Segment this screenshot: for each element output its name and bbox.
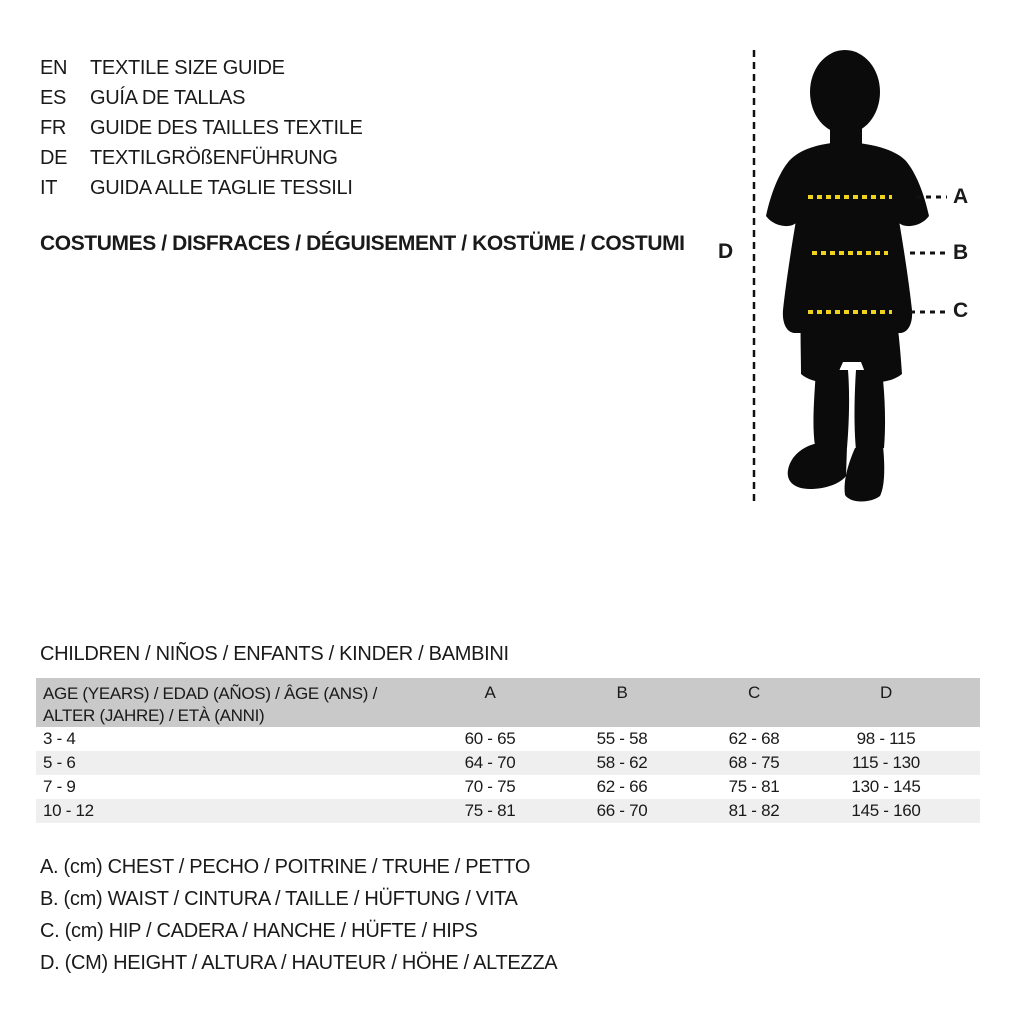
hip-cell: 81 - 82 (728, 801, 780, 820)
silhouette-left-shoe (788, 444, 847, 489)
language-row-fr (40, 113, 363, 143)
legend-height: D. (CM) HEIGHT / ALTURA / HAUTEUR / HÖHE / ALTEZZA (40, 952, 558, 974)
legend-hip: C. (cm) HIP / CADERA / HANCHE / HÜFTE / HIPS (40, 920, 478, 942)
hip-cell: 68 - 75 (728, 753, 780, 772)
chest-cell: 70 - 75 (464, 777, 516, 796)
language-title: GUIDA ALLE TAGLIE TESSILI (90, 176, 353, 199)
marker-label-waist: B (953, 241, 968, 264)
height-cell: 130 - 145 (851, 777, 921, 796)
hip-cell: 62 - 68 (728, 729, 780, 748)
silhouette-right-shoe (845, 446, 885, 502)
silhouette-right-leg (855, 370, 886, 450)
language-code: IT (40, 176, 58, 199)
waist-cell: 58 - 62 (596, 753, 648, 772)
marker-label-hip: C (953, 299, 968, 322)
size-table (36, 678, 980, 823)
age-column-header (36, 678, 424, 727)
language-title: GUIDE DES TAILLES TEXTILE (90, 116, 363, 139)
language-title: GUÍA DE TALLAS (90, 86, 246, 109)
language-code: DE (40, 146, 68, 169)
waist-cell: 55 - 58 (596, 729, 648, 748)
table-row (36, 775, 980, 799)
silhouette-torso (766, 142, 929, 333)
table-row (36, 751, 980, 775)
table-title: CHILDREN / NIÑOS / ENFANTS / KINDER / BAMBINI (40, 643, 509, 665)
age-header-line2: ALTER (JAHRE) / ETÀ (ANNI) (43, 706, 265, 725)
table-header-row (36, 678, 980, 727)
language-row-it (40, 173, 363, 203)
age-cell: 7 - 9 (43, 777, 76, 796)
column-header-b: B (616, 683, 628, 702)
height-cell: 98 - 115 (856, 729, 916, 748)
column-header-d: D (880, 683, 892, 702)
age-cell: 10 - 12 (43, 801, 94, 820)
measurement-legend (40, 851, 557, 979)
chest-cell: 64 - 70 (464, 753, 516, 772)
waist-cell: 62 - 66 (596, 777, 648, 796)
language-row-es (40, 83, 363, 113)
chest-cell: 60 - 65 (464, 729, 516, 748)
marker-label-height: D (718, 240, 733, 263)
column-header-a: A (484, 683, 496, 702)
language-row-de (40, 143, 363, 173)
marker-label-chest: A (953, 185, 968, 208)
language-row-en (40, 53, 363, 83)
table-row (36, 799, 980, 823)
age-header-line1: AGE (YEARS) / EDAD (AÑOS) / ÂGE (ANS) / (43, 684, 378, 703)
age-cell: 5 - 6 (43, 753, 76, 772)
language-code: EN (40, 56, 68, 79)
waist-cell: 66 - 70 (596, 801, 648, 820)
language-title-list (40, 53, 363, 203)
measurement-figure (700, 40, 1010, 520)
height-cell: 145 - 160 (851, 801, 921, 820)
column-header-c: C (748, 683, 760, 702)
silhouette-shorts (801, 312, 902, 382)
height-cell: 115 - 130 (852, 753, 920, 772)
language-title: TEXTILGRÖßENFÜHRUNG (90, 146, 338, 169)
language-code: FR (40, 116, 67, 139)
language-title: TEXTILE SIZE GUIDE (90, 56, 285, 79)
category-title: COSTUMES / DISFRACES / DÉGUISEMENT / KOSTÜME / COSTUMI (40, 232, 685, 255)
table-row (36, 727, 980, 751)
child-silhouette-figure (700, 40, 1010, 520)
language-code: ES (40, 86, 67, 109)
hip-cell: 75 - 81 (728, 777, 780, 796)
silhouette-left-leg (813, 370, 849, 448)
legend-chest: A. (cm) CHEST / PECHO / POITRINE / TRUHE / PETTO (40, 856, 531, 878)
legend-waist: B. (cm) WAIST / CINTURA / TAILLE / HÜFTUNG / VITA (40, 888, 518, 910)
child-silhouette (766, 50, 929, 502)
age-cell: 3 - 4 (43, 729, 76, 748)
chest-cell: 75 - 81 (464, 801, 516, 820)
